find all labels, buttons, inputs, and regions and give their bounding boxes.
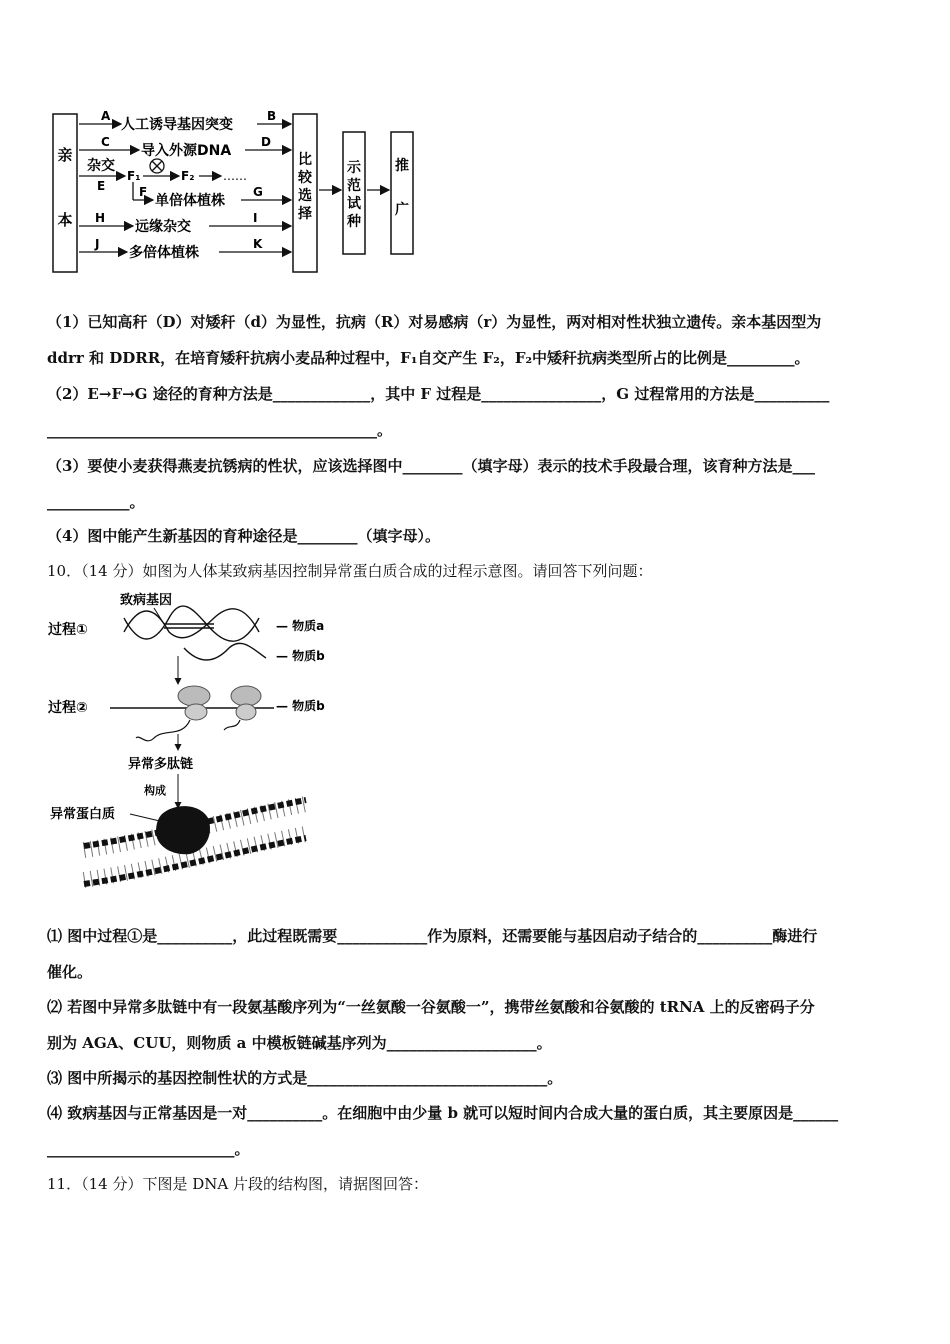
q9-line-7: （4）图中能产生新基因的育种途径是________（填字母）。: [47, 527, 440, 545]
q9-line-1: （1）已知高秆（D）对矮秆（d）为显性，抗病（R）对易感病（r）为显性，两对相对性状独立遗传。亲本基因型为: [47, 313, 822, 331]
q10-line-1: ⑴ 图中过程①是__________，此过程既需要____________作为原料，还需要能与基因启动子结合的__________酶进行: [47, 927, 818, 945]
svg-text:I: I: [253, 211, 258, 225]
q10-title: 10．（14 分）如图为人体某致病基因控制异常蛋白质合成的过程示意图。请回答下列问题：: [47, 562, 653, 580]
parent-label-1: 亲: [57, 146, 73, 164]
svg-text:K: K: [253, 237, 263, 251]
svg-text:F₁: F₁: [127, 169, 141, 183]
svg-text:多倍体植株: 多倍体植株: [129, 245, 199, 261]
polypeptide-label: 异常多肽链: [128, 757, 194, 772]
svg-text:广: 广: [395, 202, 409, 218]
svg-text:F₂: F₂: [181, 169, 195, 183]
svg-text:远缘杂交: 远缘杂交: [135, 219, 191, 235]
substance-a-label: — 物质a: [276, 619, 325, 633]
q10-line-4: 别为 AGA、CUU，则物质 a 中模板链碱基序列为____________________。: [47, 1034, 552, 1052]
svg-text:择: 择: [298, 206, 312, 222]
protein-label: 异常蛋白质: [50, 807, 116, 822]
svg-text:单倍体植株: 单倍体植株: [155, 193, 225, 209]
q9-line-6: ___________。: [47, 493, 145, 511]
svg-text:人工诱导基因突变: 人工诱导基因突变: [121, 117, 233, 133]
q10-line-2: 催化。: [47, 963, 93, 981]
svg-text:J: J: [95, 237, 100, 251]
svg-text:较: 较: [298, 170, 312, 186]
q10-line-3: ⑵ 若图中异常多肽链中有一段氨基酸序列为“一丝氨酸一谷氨酸一”，携带丝氨酸和谷氨酸的 tRNA 上的反密码子分: [47, 998, 815, 1016]
svg-text:H: H: [95, 211, 106, 225]
process1-label: 过程①: [48, 622, 88, 638]
q9-line-2: ddrr 和 DDRR，在培育矮秆抗病小麦品种过程中，F₁自交产生 F₂，F₂中矮秆抗病类型所占的比例是_________。: [47, 349, 810, 367]
svg-text:C: C: [101, 135, 110, 149]
svg-text:范: 范: [347, 178, 361, 194]
gene-expression-diagram: [44, 588, 334, 908]
q11-title: 11．（14 分）下图是 DNA 片段的结构图，请据图回答：: [47, 1175, 428, 1193]
substance-b2-label: — 物质b: [276, 699, 325, 713]
svg-text:选: 选: [298, 188, 312, 204]
svg-text:试: 试: [347, 196, 361, 212]
gene-label: 致病基因: [120, 593, 173, 608]
svg-text:示: 示: [347, 160, 361, 176]
svg-text:推: 推: [395, 158, 409, 174]
svg-text:种: 种: [347, 214, 361, 230]
promote-box: [391, 132, 413, 254]
parent-label-2: 本: [57, 211, 73, 229]
q9-line-4: ____________________________________________。: [47, 421, 393, 439]
svg-text:……: ……: [223, 169, 247, 183]
breeding-diagram: [45, 100, 425, 280]
svg-text:杂交: 杂交: [87, 158, 115, 174]
q9-line-5: （3）要使小麦获得燕麦抗锈病的性状，应该选择图中________（填字母）表示的技术手段最合理，该育种方法是___: [47, 457, 815, 475]
svg-text:比: 比: [298, 152, 312, 168]
q10-line-5: ⑶ 图中所揭示的基因控制性状的方式是________________________________。: [47, 1069, 563, 1087]
svg-text:A: A: [101, 109, 111, 123]
q10-line-7: _________________________。: [47, 1140, 250, 1158]
svg-text:G: G: [253, 185, 263, 199]
compose-label: 构成: [144, 784, 166, 797]
substance-b1-label: — 物质b: [276, 649, 325, 663]
parent-box: [53, 114, 77, 272]
svg-text:F: F: [139, 185, 148, 199]
process2-label: 过程②: [48, 700, 88, 716]
q9-line-3: （2）E→F→G 途径的育种方法是_____________，其中 F 过程是________________，G 过程常用的方法是__________: [47, 385, 830, 403]
svg-text:导入外源DNA: 导入外源DNA: [141, 143, 232, 159]
abnormal-protein-blob: [156, 806, 210, 854]
svg-text:D: D: [261, 135, 271, 149]
svg-text:B: B: [267, 109, 277, 123]
svg-text:E: E: [97, 179, 106, 193]
q10-line-6: ⑷ 致病基因与正常基因是一对__________。在细胞中由少量 b 就可以短时间内合成大量的蛋白质，其主要原因是______: [47, 1104, 839, 1122]
